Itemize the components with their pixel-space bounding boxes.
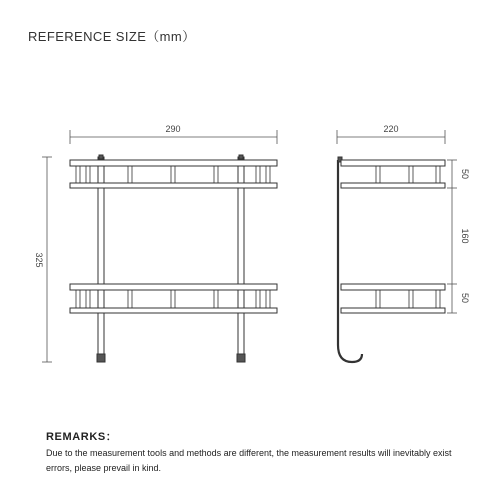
remarks-text: Due to the measurement tools and methods are different, the measurement results will inevitably exist errors, please prevail in kind. <box>46 448 452 473</box>
total-height-label: 325 <box>34 252 44 268</box>
front-view-shelf <box>70 155 277 362</box>
remarks-heading: REMARKS： <box>46 431 118 443</box>
side-height-dimensions <box>447 160 457 313</box>
side-width-label: 220 <box>383 124 399 134</box>
page-title: REFERENCE SIZE（mm） <box>28 29 196 44</box>
front-width-label: 290 <box>165 124 181 134</box>
side-view-shelf <box>338 157 445 362</box>
shelf-gap-label: 160 <box>460 228 470 244</box>
top-shelf-height-label: 50 <box>460 168 470 180</box>
bottom-shelf-height-label: 50 <box>460 292 470 304</box>
